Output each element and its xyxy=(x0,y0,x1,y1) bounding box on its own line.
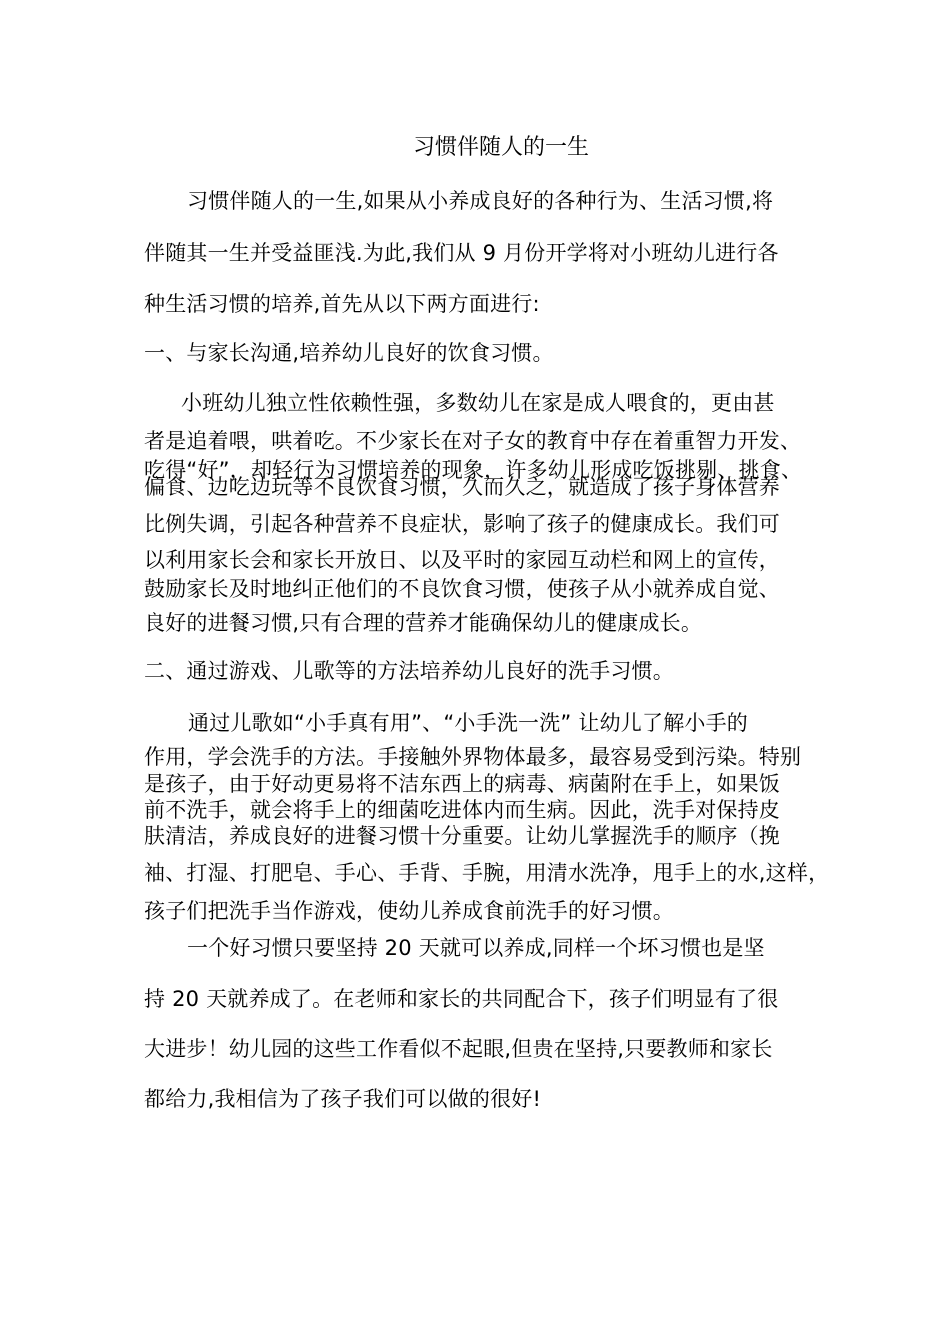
paragraph-line: 比例失调，引起各种营养不良症状，影响了孩子的健康成长。我们可 xyxy=(144,512,780,536)
paragraph-line: 良好的进餐习惯,只有合理的营养才能确保幼儿的健康成长。 xyxy=(144,611,703,635)
section-heading: 二、通过游戏、儿歌等的方法培养幼儿良好的洗手习惯。 xyxy=(144,659,674,683)
paragraph-line: 大进步！幼儿园的这些工作看似不起眼,但贵在坚持,只要教师和家长 xyxy=(144,1037,773,1061)
paragraph-line: 以利用家长会和家长开放日、以及平时的家园互动栏和网上的宣传， xyxy=(144,548,780,572)
paragraph-line: 持 20 天就养成了。在老师和家长的共同配合下，孩子们明显有了很 xyxy=(144,987,779,1011)
paragraph-line: 是孩子，由于好动更易将不洁东西上的病毒、病菌附在手上，如果饭 xyxy=(144,772,780,796)
document-title: 习惯伴随人的一生 xyxy=(412,135,589,160)
paragraph-line: 鼓励家长及时地纠正他们的不良饮食习惯，使孩子从小就养成自觉、 xyxy=(144,577,780,601)
paragraph-line: 小班幼儿独立性依赖性强，多数幼儿在家是成人喂食的，更由甚 xyxy=(181,391,775,415)
paragraph-line: 孩子们把洗手当作游戏，使幼儿养成食前洗手的好习惯。 xyxy=(144,899,674,923)
paragraph-line: 伴随其一生并受益匪浅.为此,我们从 9 月份开学将对小班幼儿进行各 xyxy=(144,241,779,265)
paragraph-line: 一个好习惯只要坚持 20 天就可以养成,同样一个坏习惯也是坚 xyxy=(187,936,765,960)
paragraph-line: 种生活习惯的培养,首先从以下两方面进行: xyxy=(144,292,540,316)
paragraph-line: 吃得“好”，却轻行为习惯培养的现象，许多幼儿形成吃饭挑剔、挑食、 xyxy=(144,458,803,482)
paragraph-line: 偏食、边吃边玩等不良饮食习惯，久而久之，就造成了孩子身体营养 xyxy=(144,475,780,499)
paragraph-line: 者是追着喂，哄着吃。不少家长在对子女的教育中存在着重智力开发、 xyxy=(144,429,802,453)
paragraph-line: 肤清洁，养成良好的进餐习惯十分重要。让幼儿掌握洗手的顺序（挽 xyxy=(144,824,780,848)
section-heading: 一、与家长沟通,培养幼儿良好的饮食习惯。 xyxy=(144,341,554,365)
paragraph-line: 前不洗手，就会将手上的细菌吃进体内而生病。因此，洗手对保持皮 xyxy=(144,798,780,822)
paragraph-line: 作用，学会洗手的方法。手接触外界物体最多，最容易受到污染。特别 xyxy=(144,745,802,769)
paragraph-line: 都给力,我相信为了孩子我们可以做的很好! xyxy=(144,1087,542,1111)
paragraph-line: 通过儿歌如“小手真有用”、“小手洗一洗” 让幼儿了解小手的 xyxy=(188,711,748,735)
paragraph-line: 习惯伴随人的一生,如果从小养成良好的各种行为、生活习惯,将 xyxy=(187,189,774,213)
paragraph-line: 袖、打湿、打肥皂、手心、手背、手腕，用清水洗净，甩手上的水,这样， xyxy=(144,861,830,885)
